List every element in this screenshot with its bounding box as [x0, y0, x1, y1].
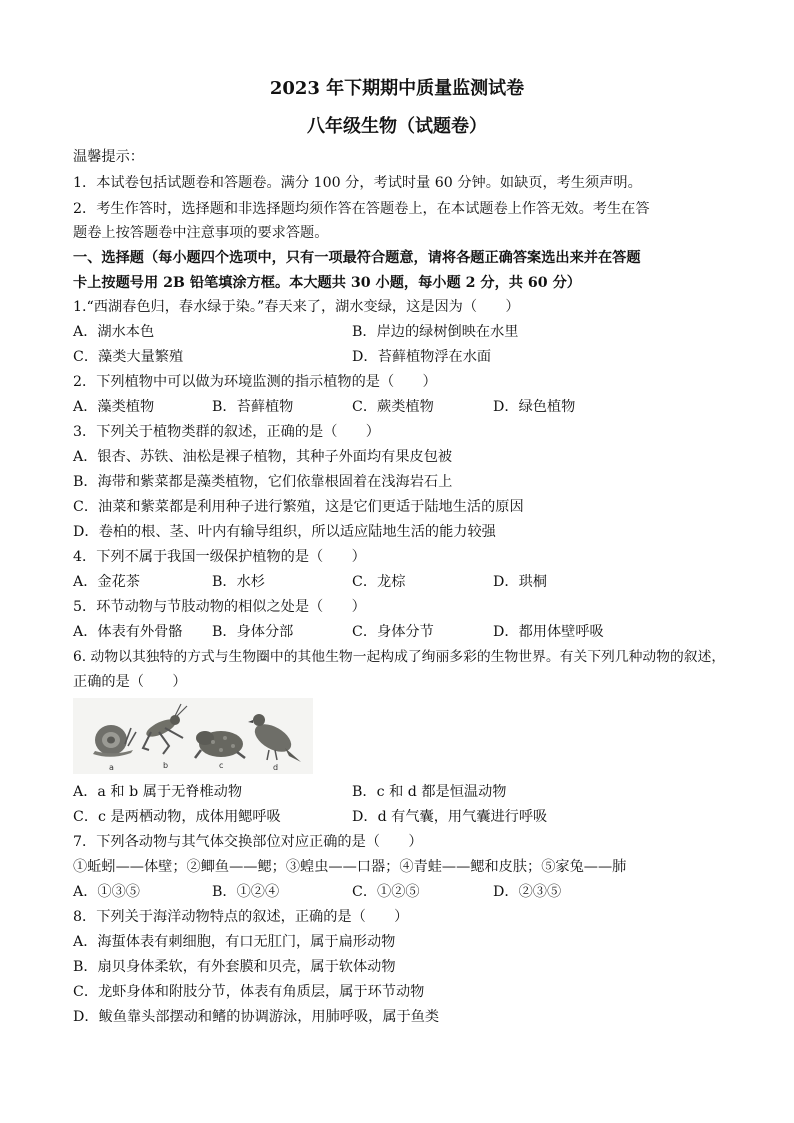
- q1-option-a: A．湖水本色: [73, 324, 155, 340]
- q7-detail: ①蚯蚓——体壁；②鲫鱼——鳃；③蝗虫——口器；④青蛙——鳃和皮肤；⑤家兔——肺: [73, 859, 627, 875]
- q7-option-d: D．②③⑤: [493, 884, 562, 900]
- q6-option-a: A．a 和 b 属于无脊椎动物: [73, 784, 243, 800]
- q6-animals-illustration: [73, 698, 313, 774]
- section-heading-line-1: 一、选择题（每小题四个选项中，只有一项最符合题意，请将各题正确答案选出来并在答题: [73, 250, 641, 266]
- q4-option-d: D．珙桐: [493, 574, 547, 590]
- q7-option-a: A．①③⑤: [73, 884, 140, 900]
- q1-stem: 1.“西湖春色归，春水绿于染。”春天来了，湖水变绿，这是因为（ ）: [73, 299, 520, 315]
- exam-title: 2023 年下期期中质量监测试卷: [269, 78, 525, 99]
- q6-stem-line-2: 正确的是（ ）: [73, 674, 187, 690]
- q1-option-b: B．岸边的绿树倒映在水里: [352, 324, 519, 340]
- figure-label-b: b: [163, 761, 169, 770]
- q5-option-c: C．身体分节: [352, 624, 434, 640]
- q3-option-b: B．海带和紫菜都是藻类植物，它们依靠根固着在浅海岩石上: [73, 474, 453, 490]
- q6-stem-line-1: 6. 动物以其独特的方式与生物圈中的其他生物一起构成了绚丽多彩的生物世界。有关下列几种动物的叙述，: [73, 649, 726, 665]
- q5-option-a: A．体表有外骨骼: [73, 624, 183, 640]
- tip-item-2-line-2: 题卷上按答题卷中注意事项的要求答题。: [73, 225, 329, 241]
- q8-option-d: D．鲅鱼靠头部摆动和鳍的协调游泳，用肺呼吸，属于鱼类: [73, 1009, 440, 1025]
- q4-option-b: B．水杉: [212, 574, 265, 590]
- q1-option-c: C．藻类大量繁殖: [73, 349, 184, 365]
- q2-option-a: A．藻类植物: [73, 399, 155, 415]
- q3-option-c: C．油菜和紫菜都是利用种子进行繁殖，这是它们更适于陆地生活的原因: [73, 499, 524, 515]
- q8-option-c: C．龙虾身体和附肢分节，体表有角质层，属于环节动物: [73, 984, 425, 1000]
- q6-option-d: D．d 有气囊，用气囊进行呼吸: [352, 809, 548, 825]
- figure-label-c: c: [219, 761, 224, 770]
- section-heading-line-2: 卡上按题号用 2B 铅笔填涂方框。本大题共 30 小题，每小题 2 分，共 60 分）: [73, 275, 581, 291]
- q8-stem: 8．下列关于海洋动物特点的叙述，正确的是（ ）: [73, 909, 409, 925]
- q7-stem: 7．下列各动物与其气体交换部位对应正确的是（ ）: [73, 834, 423, 850]
- tip-item-2-line-1: 2．考生作答时，选择题和非选择题均须作答在答题卷上，在本试题卷上作答无效。考生在答: [73, 201, 650, 217]
- q4-stem: 4．下列不属于我国一级保护植物的是（ ）: [73, 549, 366, 565]
- q4-option-a: A．金花茶: [73, 574, 140, 590]
- q2-option-c: C．蕨类植物: [352, 399, 434, 415]
- q3-option-d: D．卷柏的根、茎、叶内有输导组织，所以适应陆地生活的能力较强: [73, 524, 496, 540]
- q5-option-d: D．都用体壁呼吸: [493, 624, 604, 640]
- q7-option-b: B．①②④: [212, 884, 280, 900]
- q1-option-d: D．苔藓植物浮在水面: [352, 349, 492, 365]
- q6-animals-figure: [73, 698, 313, 774]
- tips-heading: 温馨提示：: [73, 149, 144, 165]
- q7-option-c: C．①②⑤: [352, 884, 420, 900]
- figure-label-a: a: [109, 763, 114, 772]
- q2-option-d: D．绿色植物: [493, 399, 576, 415]
- q2-option-b: B．苔藓植物: [212, 399, 294, 415]
- q3-option-a: A．银杏、苏铁、油松是裸子植物，其种子外面均有果皮包被: [73, 449, 453, 465]
- q2-stem: 2．下列植物中可以做为环境监测的指示植物的是（ ）: [73, 374, 437, 390]
- q6-option-c: C．c 是两栖动物，成体用鳃呼吸: [73, 809, 281, 825]
- q6-option-b: B．c 和 d 都是恒温动物: [352, 784, 507, 800]
- q5-stem: 5．环节动物与节肢动物的相似之处是（ ）: [73, 599, 366, 615]
- toad-figure: [195, 731, 245, 758]
- figure-label-d: d: [273, 763, 279, 772]
- exam-subtitle: 八年级生物（试题卷）: [307, 116, 487, 137]
- grasshopper-figure: [143, 704, 187, 754]
- q3-stem: 3．下列关于植物类群的叙述，正确的是（ ）: [73, 424, 380, 440]
- q5-option-b: B．身体分部: [212, 624, 294, 640]
- q8-option-b: B．扇贝身体柔软，有外套膜和贝壳，属于软体动物: [73, 959, 396, 975]
- q8-option-a: A．海蜇体表有刺细胞，有口无肛门，属于扁形动物: [73, 934, 396, 950]
- tip-item-1: 1．本试卷包括试题卷和答题卷。满分 100 分，考试时量 60 分钟。如缺页，考生须声明。: [73, 175, 642, 191]
- pigeon-figure: [248, 714, 301, 762]
- q4-option-c: C．龙棕: [352, 574, 406, 590]
- snail-figure: [93, 725, 136, 757]
